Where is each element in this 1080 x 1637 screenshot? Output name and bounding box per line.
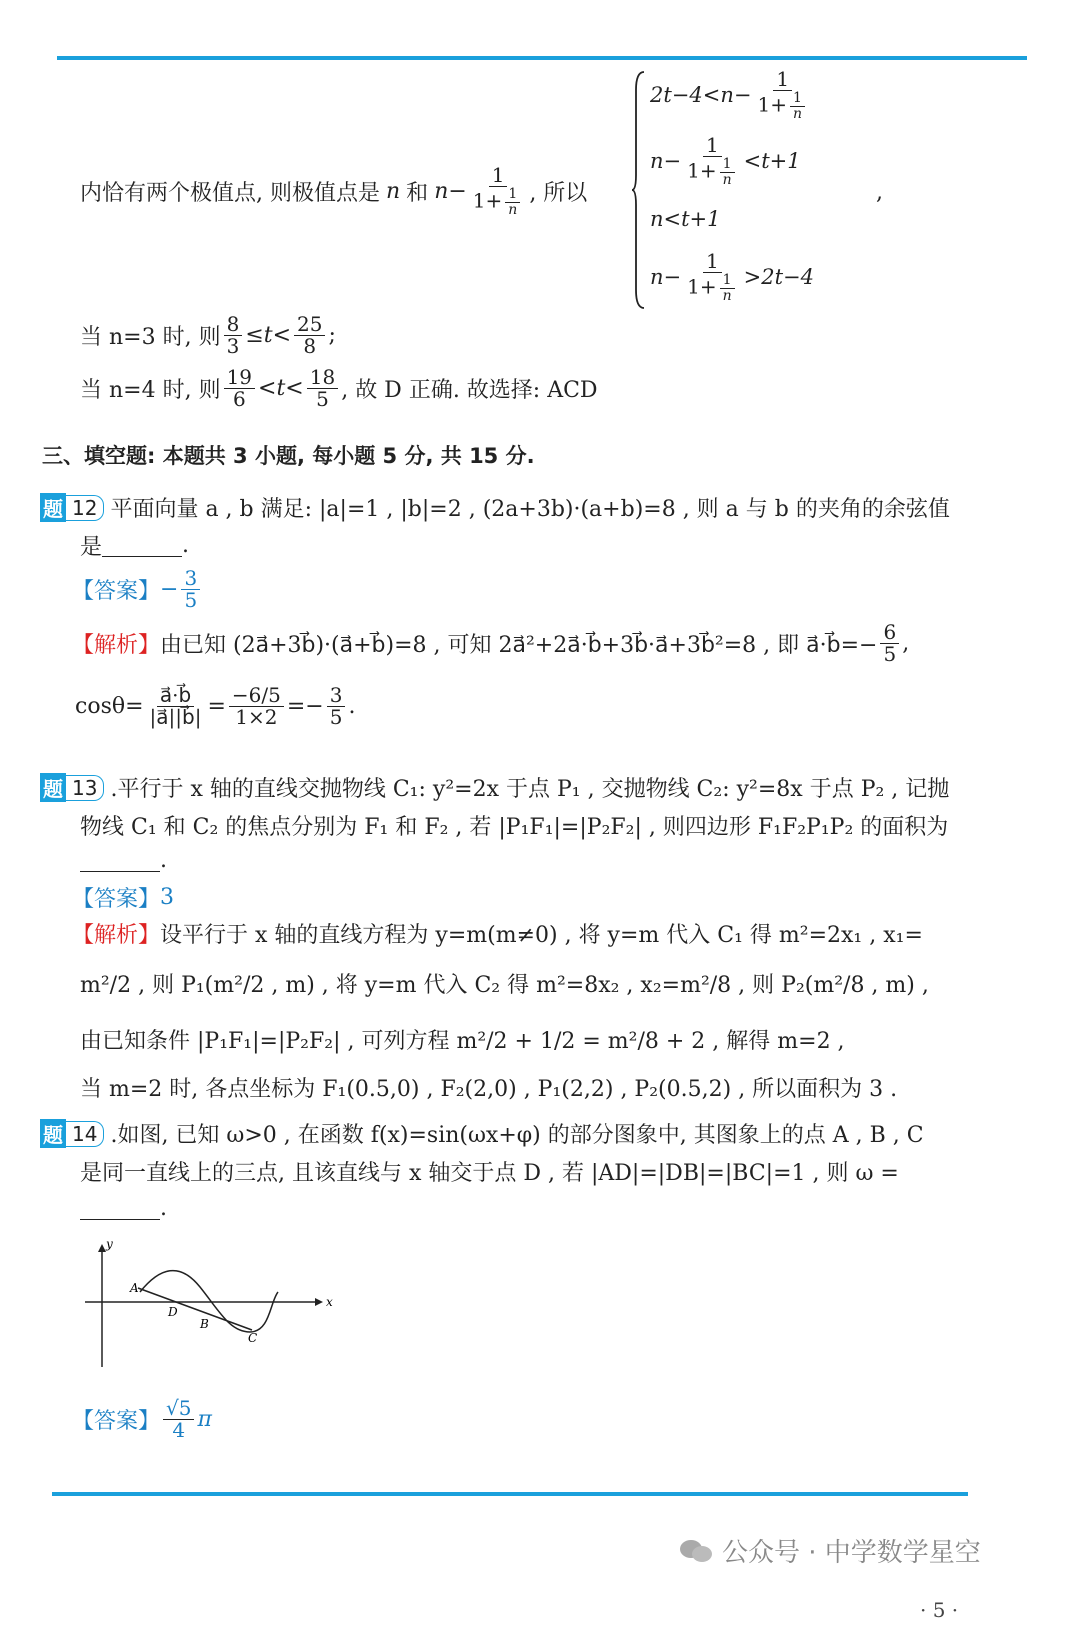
case4-b-num: 18 <box>307 367 338 389</box>
section-title: 三、填空题: 本题共 3 小题, 每小题 5 分, 共 15 分. <box>42 444 535 468</box>
q13-answer-label: 【答案】 <box>72 887 161 912</box>
q12-j2-den: |a⃗||b⃗| <box>149 705 202 729</box>
wechat-icon <box>680 1538 714 1564</box>
fig-label-c: C <box>248 1331 258 1345</box>
q12-answer-sign: − <box>160 577 179 602</box>
inner-num: 1 <box>790 91 805 107</box>
q13-jiexi2: m²/2 , 则 P₁(m²/2 , m) , 将 y=m 代入 C₂ 得 m²=8x₂ , x₂=m²/8 , 则 P₂(m²/8 , m) , <box>80 973 929 998</box>
system-row-1 <box>650 62 814 128</box>
row4-left: n− <box>650 265 682 289</box>
q14-answer-tail: π <box>197 1407 212 1432</box>
q13-blank-line: . <box>80 848 167 873</box>
fig-label-d: D <box>168 1305 178 1319</box>
so-text: , 所以 <box>529 180 588 206</box>
q14-tag-text: 题 <box>40 1119 66 1148</box>
q13-stem-2 <box>80 810 948 841</box>
q13-text2: 物线 C₁ 和 C₂ 的焦点分别为 F₁ 和 F₂ , 若 |P₁F₁|=|P₂F₂| , 则四边形 F₁F₂P₁P₂ 的面积为 <box>80 815 949 840</box>
case4-a-num: 19 <box>224 367 255 389</box>
row3: n<t+1 <box>650 207 721 231</box>
inner-num: 1 <box>720 273 735 289</box>
q12-tag <box>40 493 104 522</box>
frac-num: 1 <box>703 251 722 273</box>
q13-text1: .平行于 x 轴的直线交抛物线 C₁: y²=2x 于点 P₁ , 交抛物线 C₂: y²=8x 于点 P₂ , 记抛 <box>110 777 950 802</box>
q12-text: 平面向量 a , b 满足: |a|=1 , |b|=2 , (2a+3b)·(a+b)=8 , 则 a 与 b 的夹角的余弦值 <box>110 497 950 522</box>
q13-number: 13 <box>66 775 104 801</box>
case-n4 <box>80 367 598 410</box>
sine-figure <box>80 1232 340 1372</box>
q14-blank <box>80 1197 160 1220</box>
row2-right: <t+1 <box>743 149 801 173</box>
n-var: n <box>386 178 401 204</box>
q13-jiexi-2 <box>80 968 929 999</box>
system-row-4 <box>650 244 814 310</box>
footer-brand <box>680 1532 981 1569</box>
inequality-system <box>650 62 814 310</box>
page-number: · 5 · <box>920 1598 959 1622</box>
q12-j2-num: a⃗·b⃗ <box>157 685 194 707</box>
frac-den: 1+ <box>687 158 717 183</box>
q12-answer-den: 5 <box>184 588 198 612</box>
frac-den: 1+ <box>687 274 717 299</box>
q12-tag-text: 题 <box>40 493 66 522</box>
system-row-3 <box>650 194 814 244</box>
q14-number: 14 <box>66 1121 104 1147</box>
q12-jiexi1-num: 6 <box>880 622 899 644</box>
q14-stem-2 <box>80 1156 899 1187</box>
case3-mid: ≤t< <box>245 323 292 348</box>
frac-num: 1 <box>489 165 508 187</box>
q13-jiexi1: 设平行于 x 轴的直线方程为 y=m(m≠0) , 将 y=m 代入 C₁ 得 m²=2x₁ , x₁= <box>160 923 923 948</box>
case3-a-num: 8 <box>224 314 243 336</box>
fig-label-x: x <box>326 1295 333 1309</box>
q14-text1: .如图, 已知 ω>0 , 在函数 f(x)=sin(ωx+φ) 的部分图象中, 其图象上的点 A , B , C <box>110 1123 924 1148</box>
q12-answer <box>72 568 203 611</box>
q14-answer-label: 【答案】 <box>72 1409 161 1434</box>
system-row-2 <box>650 128 814 194</box>
q13-answer-value: 3 <box>160 885 175 910</box>
frac-num: 1 <box>703 135 722 157</box>
case4-a-den: 6 <box>232 387 246 411</box>
q12-j2-mid-den: 1×2 <box>235 705 278 729</box>
q12-j2-end-num: 3 <box>327 685 346 707</box>
q12-number: 12 <box>66 495 104 521</box>
inner-den: n <box>722 171 732 188</box>
and-text: 和 <box>406 180 429 206</box>
q12-stem <box>40 492 950 523</box>
inner-num: 1 <box>720 157 735 173</box>
q12-stem-2: 是 . <box>80 530 189 561</box>
n-minus: n− <box>434 178 467 204</box>
line-ac <box>138 1288 252 1330</box>
footer-brand-text: 公众号 · 中学数学星空 <box>722 1538 981 1568</box>
case3-b-num: 25 <box>294 314 325 336</box>
case4-b-den: 5 <box>316 387 329 411</box>
q12-answer-num: 3 <box>181 568 200 590</box>
frac-den: 1+ <box>472 188 503 213</box>
case4-prefix: 当 n=4 时, 则 <box>80 378 221 403</box>
inner-den: n <box>722 287 732 304</box>
frac-den: 1+ <box>757 92 787 117</box>
q13-stem <box>40 772 949 803</box>
q12-cos: cosθ= <box>75 694 144 719</box>
inner-den: n <box>792 105 802 122</box>
q14-tag <box>40 1119 104 1148</box>
q13-jiexi-4 <box>80 1072 897 1103</box>
q13-jiexi-label: 【解析】 <box>72 923 161 948</box>
case3-prefix: 当 n=3 时, 则 <box>80 325 221 350</box>
inner-num: 1 <box>505 187 520 203</box>
case3-a-den: 3 <box>226 334 240 358</box>
case4-mid: <t< <box>258 376 304 401</box>
q13-jiexi-1 <box>72 918 923 949</box>
q12-blank <box>102 534 182 557</box>
row4-right: >2t−4 <box>743 265 814 289</box>
inner-den: n <box>508 201 518 218</box>
q12-j2-eq: =− <box>286 694 324 719</box>
q13-jiexi3: 由已知条件 |P₁F₁|=|P₂F₂| , 可列方程 m²/2 + 1/2 = m²/8 + 2 , 解得 m=2 , <box>80 1029 845 1054</box>
fig-label-y: y <box>106 1237 113 1251</box>
q13-blank <box>80 849 160 872</box>
case3-suffix: ; <box>328 323 336 348</box>
q12-jiexi-2: cosθ= $\frac{a⃗\cdot b⃗}{|a⃗||b⃗|}$ = $\frac{-6/5}{1\times 2}$ =− $\frac{3}{5}$ . <box>75 683 356 729</box>
q12-j2-end-den: 5 <box>329 705 343 729</box>
q14-answer <box>72 1398 212 1441</box>
q13-tag-text: 题 <box>40 773 66 802</box>
q12-j2-mid-num: −6/5 <box>229 685 284 707</box>
q12-jiexi1-den: 5 <box>883 642 897 666</box>
x-axis-arrow <box>315 1298 323 1306</box>
case-n3 <box>80 314 336 357</box>
q12-jiexi-1: 【解析】 由已知 (2a⃗+3b⃗)·(a⃗+b⃗)=8 , 可知 2a⃗²+2a⃗·b⃗+3b⃗·a⃗+3b⃗²=8 , 即 a⃗·b⃗=− $\frac{6}{5}$ , <box>72 620 910 666</box>
row2-left: n− <box>650 149 682 173</box>
q13-tag <box>40 773 104 802</box>
y-axis-arrow <box>98 1244 106 1252</box>
frac-num: 1 <box>773 69 792 91</box>
q14-text2: 是同一直线上的三点, 且该直线与 x 轴交于点 D , 若 |AD|=|DB|=|BC|=1 , 则 ω = <box>80 1161 899 1186</box>
bottom-rule <box>52 1492 968 1496</box>
q12-text2: 是 <box>80 535 103 560</box>
q13-jiexi4: 当 m=2 时, 各点坐标为 F₁(0.5,0) , F₂(2,0) , P₁(2,2) , P₂(0.5,2) , 所以面积为 3 . <box>80 1077 898 1102</box>
fig-label-b: B <box>200 1317 209 1331</box>
q13-answer <box>72 882 174 913</box>
q12-jiexi1: 由已知 (2a⃗+3b⃗)·(a⃗+b⃗)=8 , 可知 2a⃗²+2a⃗·b⃗+3b⃗·a⃗+3b⃗²=8 , 即 a⃗·b⃗=− <box>160 633 878 658</box>
q12-answer-label: 【答案】 <box>72 579 161 604</box>
case4-suffix: , 故 D 正确. 故选择: ACD <box>341 378 598 403</box>
system-comma: , <box>876 180 883 205</box>
q13-jiexi-3 <box>80 1024 845 1055</box>
q14-answer-den: 4 <box>172 1418 186 1442</box>
q12-jiexi-label: 【解析】 <box>72 633 161 658</box>
top-rule <box>57 56 1027 60</box>
extrema-line <box>80 165 587 217</box>
q14-stem <box>40 1118 924 1149</box>
fig-label-a: A <box>130 1281 139 1295</box>
q14-answer-num: √5 <box>163 1398 194 1420</box>
row1-left: 2t−4<n− <box>650 83 752 107</box>
case3-b-den: 8 <box>303 334 317 358</box>
q14-blank-line: . <box>80 1196 167 1221</box>
extrema-text: 内恰有两个极值点, 则极值点是 <box>80 180 380 206</box>
left-brace <box>632 70 646 310</box>
